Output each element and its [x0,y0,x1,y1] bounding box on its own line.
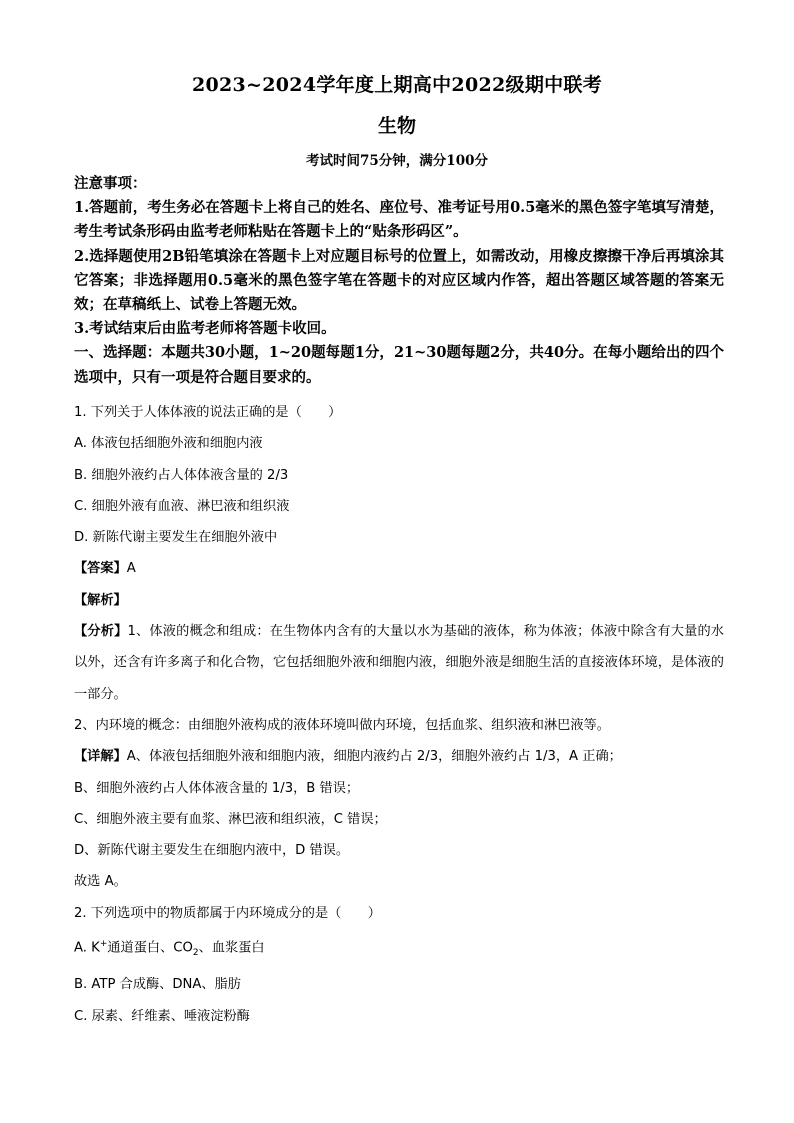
fenxi-tag: 【分析】 [74,624,128,640]
answer-tag: 【答案】 [74,561,127,577]
question-2-option-a [74,929,724,969]
notice-item-3: 3.考试结束后由监考老师将答题卡收回。 [74,320,336,338]
section-heading: 一、选择题：本题共30小题，1~20题每题1分，21~30题每题2分，共40分。在每小题给出的四个选项中，只有一项是符合题目要求的。 [74,344,724,386]
analysis-line [74,585,724,616]
option-a-end: 、血浆蛋白 [198,940,265,956]
question-1-option-b: B. 细胞外液约占人体体液含量的 2/3 [74,467,289,483]
subject-title: 生物 [377,115,416,137]
notice-block [74,172,724,390]
fenxi-text-1: 1、体液的概念和组成：在生物体内含有的大量以水为基础的液体，称为体液；体液中除含有大量的水以外，还含有许多离子和化合物，它包括细胞外液和细胞内液，细胞外液是细胞生活的直接液体环境，是体液的一部分。 [74,624,724,702]
analysis-tag: 【解析】 [74,592,127,608]
xiangjie-tag: 【详解】 [74,749,127,765]
xiangjie-line-b: B、细胞外液约占人体体液含量的 1/3，B 错误； [74,780,360,796]
exam-title: 2023~2024学年度上期高中2022级期中联考 [191,74,603,96]
conclusion-line: 故选 A。 [74,874,127,890]
answer-line [74,553,724,584]
notice-item-1: 1.答题前，考生务必在答题卡上将自己的姓名、座位号、准考证号用0.5毫米的黑色签字笔填写清楚，考生考试条形码由监考老师粘贴在答题卡上的“贴条形码区”。 [74,199,724,241]
answer-value: A [126,561,136,577]
question-1-option-d: D. 新陈代谢主要发生在细胞外液中 [74,530,278,546]
fenxi-paragraph-1 [74,616,724,710]
xiangjie-line-c: C、细胞外液主要有血浆、淋巴液和组织液，C 错误； [74,811,387,827]
question-1-option-a: A. 体液包括细胞外液和细胞内液 [74,436,263,452]
option-a-pre: A. K [74,940,100,956]
xiangjie-text-a: A、体液包括细胞外液和细胞内液，细胞内液约占 2/3，细胞外液约占 1/3，A 正确； [126,749,622,765]
option-a-sup: + [99,939,108,950]
notice-item-2: 2.选择题使用2B铅笔填涂在答题卡上对应题目标号的位置上，如需改动，用橡皮擦擦干净后再填涂其它答案；非选择题用0.5毫米的黑色签字笔在答题卡的对应区域内作答，超出答题区域答题的答案无效；在草稿纸上、试卷上答题无效。 [74,247,724,314]
question-body [74,397,724,1032]
question-1-stem: 1. 下列关于人体体液的说法正确的是（ ） [74,405,342,420]
notice-heading: 注意事项： [74,175,147,192]
xiangjie-line-a [74,741,724,772]
option-a-sub: 2 [192,948,199,959]
question-2-option-b: B. ATP 合成酶、DNA、脂肪 [74,977,241,993]
question-1-option-c: C. 细胞外液有血液、淋巴液和组织液 [74,498,290,514]
question-2-stem: 2. 下列选项中的物质都属于内环境成分的是（ ） [74,905,381,921]
xiangjie-line-d: D、新陈代谢主要发生在细胞内液中，D 错误。 [74,843,350,859]
exam-info: 考试时间75分钟，满分100分 [306,153,488,169]
option-a-post: 通道蛋白、CO [107,940,193,956]
fenxi-paragraph-2: 2、内环境的概念：由细胞外液构成的液体环境叫做内环境，包括血浆、组织液和淋巴液等。 [74,717,610,733]
question-2-option-c: C. 尿素、纤维素、唾液淀粉酶 [74,1008,250,1024]
